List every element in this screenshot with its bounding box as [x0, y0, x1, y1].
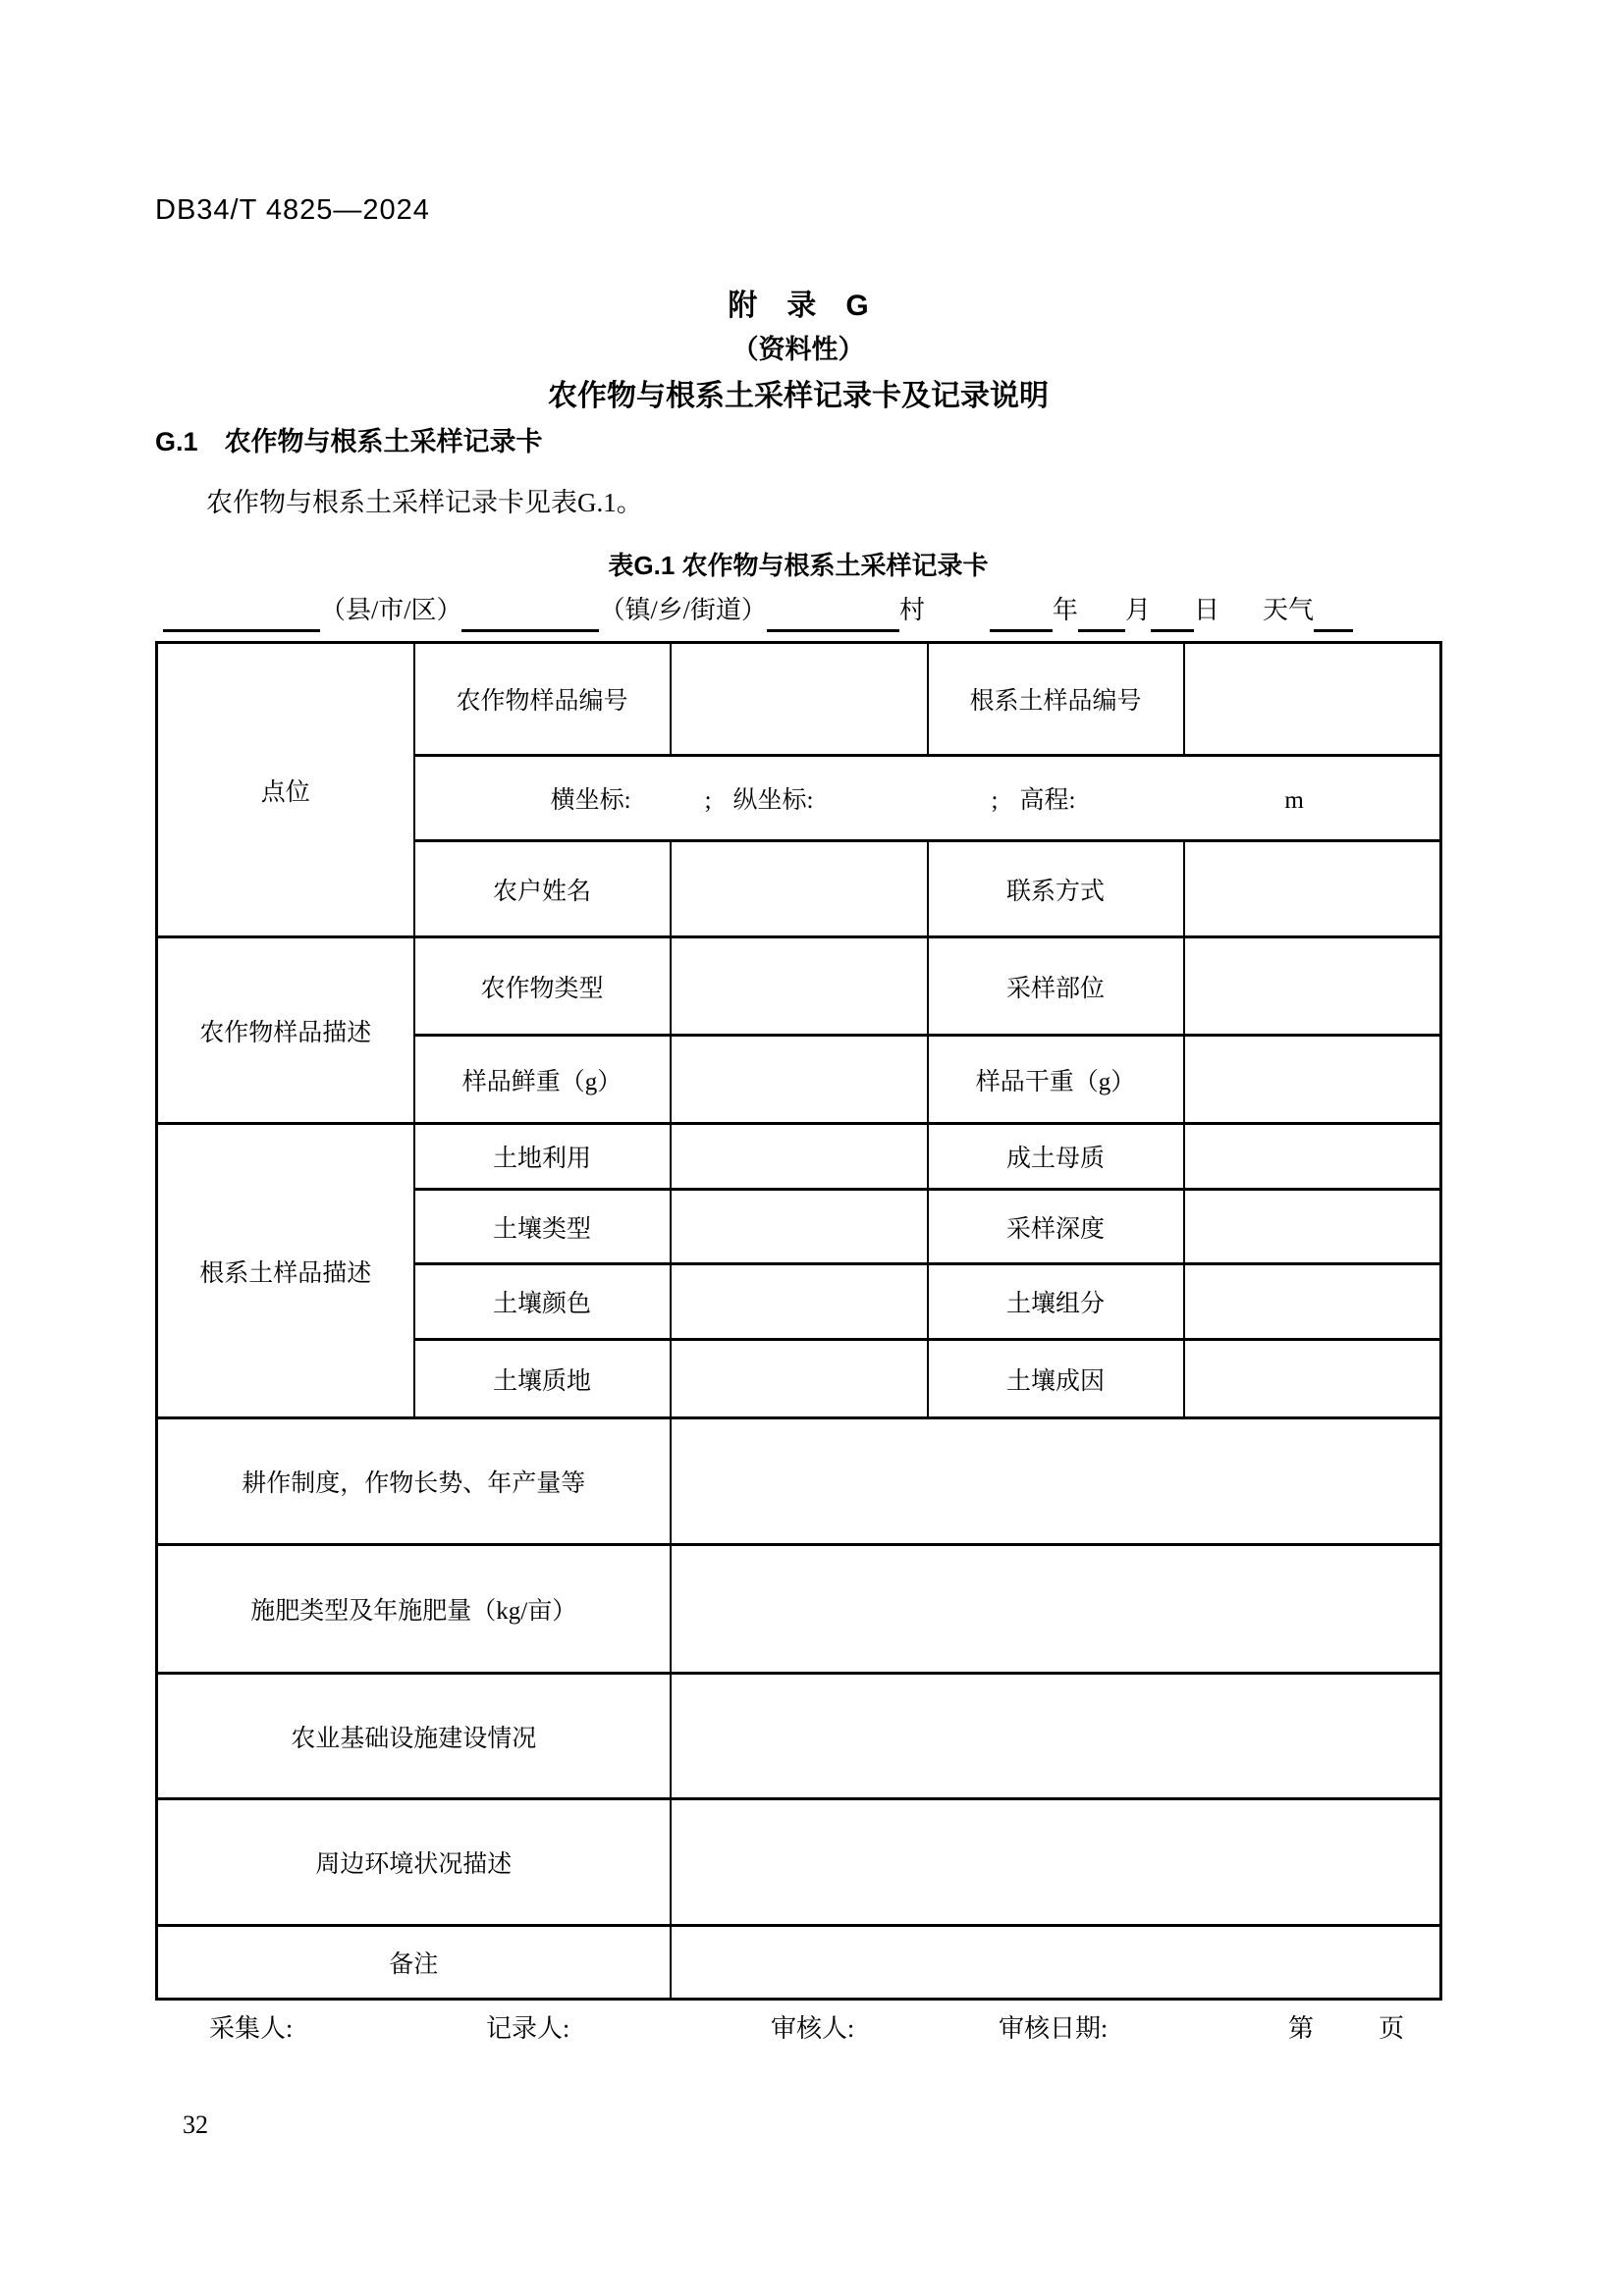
- appendix-type: （资料性）: [731, 335, 865, 364]
- page-label-left: 第: [1288, 2014, 1315, 2043]
- cell-label-soil-composition: 土壤组分: [928, 1264, 1184, 1340]
- recorder-label: 记录人:: [486, 2014, 570, 2043]
- cell-value-soil-type: [671, 1190, 928, 1264]
- cell-label-fertilization: 施肥类型及年施肥量（kg/亩）: [157, 1545, 671, 1674]
- blank-line-month: [1078, 594, 1125, 632]
- spacer: [814, 807, 992, 808]
- cell-value-contact: [1184, 841, 1441, 937]
- cell-label-sampling-depth: 采样深度: [928, 1190, 1184, 1264]
- cell-group-crop-desc: 农作物样品描述: [157, 937, 414, 1124]
- table-caption: 表G.1 农作物与根系土采样记录卡: [608, 551, 989, 580]
- collector-label: 采集人:: [209, 2014, 294, 2043]
- table-row: [157, 1674, 1441, 1799]
- cell-value-crop-sample-no: [671, 643, 928, 756]
- cell-label-crop-sample-no: 农作物样品编号: [414, 643, 671, 756]
- sampling-record-table: [155, 641, 1442, 2001]
- cell-label-sampling-part: 采样部位: [928, 937, 1184, 1036]
- cell-value-sampling-part: [1184, 937, 1441, 1036]
- section-body: 农作物与根系土采样记录卡见表G.1。: [206, 488, 643, 517]
- cell-value-sampling-depth: [1184, 1190, 1441, 1264]
- table-row: [157, 1545, 1441, 1674]
- cell-value-land-use: [671, 1124, 928, 1190]
- table-row: [157, 1124, 1441, 1190]
- table-row: [157, 1418, 1441, 1545]
- cell-label-fresh-weight: 样品鲜重（g）: [414, 1036, 671, 1124]
- cell-value-soil-composition: [1184, 1264, 1441, 1340]
- month-label: 月: [1124, 596, 1151, 624]
- x-coord-label: 横坐标:: [550, 787, 631, 814]
- audit-date-label: 审核日期:: [999, 2014, 1109, 2043]
- cell-coordinates: [414, 756, 1441, 841]
- cell-label-soil-type: 土壤类型: [414, 1190, 671, 1264]
- cell-value-tillage: [671, 1418, 1441, 1545]
- table-row: [157, 643, 1441, 756]
- cell-label-farmer-name: 农户姓名: [414, 841, 671, 937]
- page-number: 32: [183, 2110, 208, 2139]
- y-coord-label: 纵坐标:: [732, 787, 814, 814]
- doc-code: DB34/T 4825—2024: [155, 194, 430, 226]
- cell-label-soil-genesis: 土壤成因: [928, 1340, 1184, 1418]
- cell-label-parent-material: 成土母质: [928, 1124, 1184, 1190]
- page-label-right: 页: [1379, 2014, 1405, 2043]
- table-row: [157, 937, 1441, 1036]
- cell-label-remarks: 备注: [157, 1926, 671, 2000]
- auditor-label: 审核人:: [771, 2014, 855, 2043]
- cell-value-soil-genesis: [1184, 1340, 1441, 1418]
- day-label: 日: [1193, 596, 1219, 624]
- village-label: 村: [898, 596, 925, 624]
- cell-value-soil-texture: [671, 1340, 928, 1418]
- cell-group-root-soil-desc: 根系土样品描述: [157, 1124, 414, 1418]
- spacer: [1075, 807, 1284, 808]
- appendix-subject: 农作物与根系土采样记录卡及记录说明: [548, 380, 1049, 412]
- weather-label: 天气: [1262, 596, 1314, 624]
- cell-value-remarks: [671, 1926, 1441, 2000]
- appendix-label: 附 录 G: [728, 290, 869, 322]
- cell-label-land-use: 土地利用: [414, 1124, 671, 1190]
- year-label: 年: [1052, 596, 1078, 624]
- cell-value-fertilization: [671, 1545, 1441, 1674]
- blank-line-day: [1151, 594, 1194, 632]
- spacer: [712, 807, 733, 808]
- cell-label-soil-texture: 土壤质地: [414, 1340, 671, 1418]
- town-label: （镇/乡/街道）: [599, 596, 767, 624]
- cell-value-fresh-weight: [671, 1036, 928, 1124]
- cell-value-soil-color: [671, 1264, 928, 1340]
- table-row: [157, 1926, 1441, 2000]
- cell-label-tillage: 耕作制度，作物长势、年产量等: [157, 1418, 671, 1545]
- cell-value-dry-weight: [1184, 1036, 1441, 1124]
- spacer: [631, 807, 705, 808]
- blank-line-year: [990, 594, 1053, 632]
- cell-group-location: 点位: [157, 643, 414, 937]
- cell-label-soil-color: 土壤颜色: [414, 1264, 671, 1340]
- cell-value-parent-material: [1184, 1124, 1441, 1190]
- cell-label-root-soil-sample-no: 根系土样品编号: [928, 643, 1184, 756]
- cell-label-surroundings: 周边环境状况描述: [157, 1799, 671, 1926]
- sheet-footer: [155, 2008, 1441, 2048]
- spacer: [998, 807, 1019, 808]
- cell-label-crop-type: 农作物类型: [414, 937, 671, 1036]
- semicolon: ;: [991, 787, 999, 814]
- cell-label-contact: 联系方式: [928, 841, 1184, 937]
- header-fill-line: [155, 589, 1449, 632]
- blank-line-village: [767, 594, 899, 632]
- blank-line-weather: [1314, 594, 1353, 632]
- county-label: （县/市/区）: [320, 596, 462, 624]
- elevation-unit: m: [1284, 787, 1304, 814]
- cell-label-agri-infrastructure: 农业基础设施建设情况: [157, 1674, 671, 1799]
- cell-value-farmer-name: [671, 841, 928, 937]
- cell-value-agri-infrastructure: [671, 1674, 1441, 1799]
- section-heading: G.1 农作物与根系土采样记录卡: [155, 427, 543, 456]
- blank-line-county: [163, 594, 320, 632]
- elevation-label: 高程:: [1019, 787, 1076, 814]
- semicolon: ;: [704, 787, 712, 814]
- blank-line-town: [461, 594, 599, 632]
- cell-value-root-soil-sample-no: [1184, 643, 1441, 756]
- cell-label-dry-weight: 样品干重（g）: [928, 1036, 1184, 1124]
- cell-value-surroundings: [671, 1799, 1441, 1926]
- table-row: [157, 1799, 1441, 1926]
- cell-value-crop-type: [671, 937, 928, 1036]
